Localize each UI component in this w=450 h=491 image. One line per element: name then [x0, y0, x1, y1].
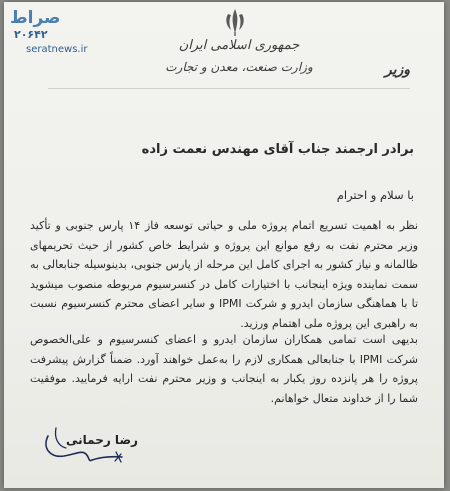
news-watermark [10, 8, 102, 60]
letter-addressee: برادر ارجمند جناب آقای مهندس نعمت زاده [141, 142, 414, 157]
letterhead-minister-label: وزیر [384, 62, 410, 78]
letter-greeting: با سلام و احترام [336, 188, 414, 202]
letter-paragraph-1: نظر به اهمیت تسریع اتمام پروژه ملی و حیاتی توسعه فاز ۱۴ پارس جنوبی و تأکید وزیر محترم نفت به رفع موانع این پروژه و شرایط خاص کشور از حیث تحریمهای ظالمانه و نیاز کشور به اجرای کامل این مرحله از پارس جنوبی، بدینوسیله جنابعالی به سمت نماینده ویژه اینجانب با اختیارات کامل در کنسرسیوم مربوطه منصوب میشوید تا با هماهنگی سازمان ایدرو و شرکت IPMI و سایر اعضای محترم کنسرسیوم نسبت به راهبری این پروژه ملی اهتمام ورزید. [30, 219, 419, 330]
letter-paragraph-2: بدیهی است تمامی همکاران سازمان ایدرو و اعضای کنسرسیوم و علی‌الخصوص شرکت IPMI با جنابعالی همکاری لازم را به‌عمل خواهند آورد. ضمناً گزارش پیشرفت پروژه را هر پانزده روز یکبار به اینجانب و وزیر محترم نفت ارایه فرمایید. موفقیت شما را از خداوند متعال خواهانم. [30, 333, 419, 405]
watermark-logo: صراط [10, 8, 61, 28]
watermark-number: ۲۰۶۴۲ [14, 28, 48, 41]
iran-emblem-icon [220, 6, 250, 38]
signer-name: رضا رحمانی [66, 433, 138, 447]
letterhead-ministry: وزارت صنعت، معدن و تجارت [165, 60, 313, 74]
header-divider [48, 88, 410, 89]
watermark-site: seratnews.ir [26, 44, 88, 55]
letterhead-country: جمهوری اسلامی ایران [178, 38, 300, 53]
letter-page [4, 2, 444, 488]
